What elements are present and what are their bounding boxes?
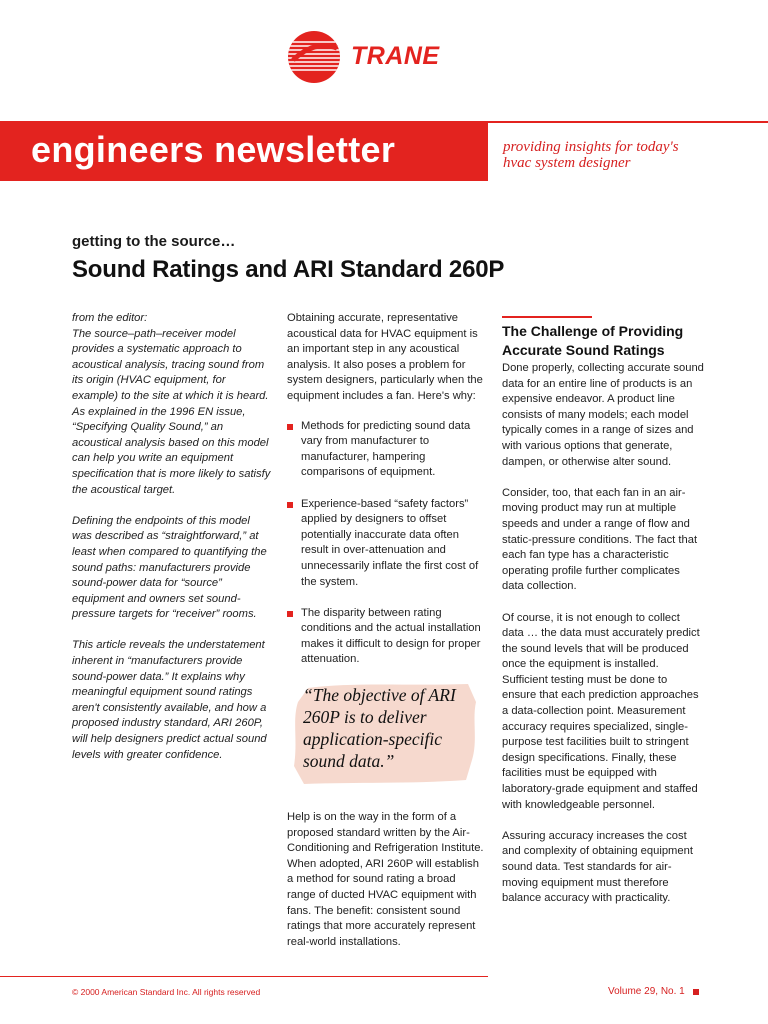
editor-note-text-1: The source–path–receiver model provides a systematic approach to acoustical analysis, tracing sound from its origin (HVAC equipment, for example) to the site at which it is heard. As explained in the 1996 EN issue, “Specifying Quality Sound,” an acoustical analysis based on this model can help you write an equipment specification that is more likely to satisfy the acoustical target. [72, 327, 271, 496]
footer-square-icon [693, 989, 699, 995]
editor-note-paragraph-3: This article reveals the understatement inherent in “manufacturers provide sound-power data.” It explains why meaningful equipment sound ratings aren't consistently available, and how a proposed industry standard, ARI 260P, will help designers predict actual sound levels with greater confidence. [72, 639, 267, 761]
list-item [287, 497, 487, 591]
tagline-line-2: hvac system designer [503, 155, 631, 171]
challenge-paragraph-1: Done properly, collecting accurate sound data for an entire line of products is an expensive endeavor. A product line consists of many models; each model typically comes in a range of sizes and with various options that generate, dampen, or otherwise alter sound. [502, 362, 704, 468]
editor-note-paragraph-1 [72, 311, 272, 498]
intro-column [287, 311, 487, 684]
section-divider [502, 316, 592, 318]
banner-divider [488, 121, 768, 123]
challenge-paragraph-3: Of course, it is not enough to collect data … the data must accurately predict the sound levels that will be produced once the equipment is installed. Sufficient testing must be done to ensure that each prediction approaches a data-collection point. Measurement accuracy requires specialized, single-purpose test facilities built to stringent design specifications. Finally, these facilities must be equipped with laboratory-grade equipment and staffed with knowledgeable personnel. [502, 611, 700, 811]
volume-label: Volume 29, No. 1 [608, 986, 685, 997]
trane-logo [287, 30, 447, 84]
footer-divider [0, 976, 488, 977]
logo-wordmark: TRANE [351, 42, 440, 70]
copyright-notice: © 2000 American Standard Inc. All rights reserved [72, 987, 261, 997]
newsletter-title: engineers newsletter [31, 129, 396, 170]
list-item [287, 606, 487, 668]
closing-paragraph: Help is on the way in the form of a proposed standard written by the Air-Conditioning and Refrigeration Institute. When adopted, ARI 260P will establish a method for sound rating a broad range of ducted HVAC equipment with fans. The benefit: consistent sound ratings that more accurately represent real-world installations. [287, 811, 484, 948]
closing-column-block [287, 810, 487, 950]
list-item-text: Methods for predicting sound data vary from manufacturer to manufacturer, hampering comparisons of equipment. [301, 419, 471, 479]
challenge-paragraph-4: Assuring accuracy increases the cost and complexity of obtaining equipment sound data. Test standards for air-moving equipment must therefore balance accuracy with practicality. [502, 829, 693, 905]
bullet-square-icon [287, 502, 293, 508]
newsletter-banner [0, 121, 488, 181]
editor-note-label: from the editor: [72, 312, 148, 324]
intro-paragraph: Obtaining accurate, representative acoustical data for HVAC equipment is an important step in any acoustical analysis. It also poses a problem for system designers, particularly when the equipment includes a fan. Here's why: [287, 312, 483, 402]
trane-circle-icon [287, 30, 343, 86]
list-item [287, 419, 487, 481]
pull-quote: “The objective of ARI 260P is to deliver application-specific sound data.” [303, 685, 456, 771]
challenge-paragraph-2: Consider, too, that each fan in an air-moving product may run at multiple speeds and under a range of flow and static-pressure conditions. The fact that each fan type has a characteristic operating profile further complicates data collection. [502, 486, 698, 593]
editor-note-column [72, 311, 272, 779]
problem-list [287, 419, 487, 669]
editor-note-paragraph-2: Defining the endpoints of this model was described as “straightforward,” at least when compared to quantifying the sound paths: manufacturers provide sound-power data for “source” equipment and owners set sound-pressure targets for “receiver” rooms. [72, 514, 267, 621]
newsletter-tagline [503, 139, 743, 171]
tagline-line-1: providing insights for today's [503, 139, 679, 155]
article-kicker: getting to the source… [72, 233, 236, 250]
list-item-text: Experience-based “safety factors” applied by designers to offset potentially inaccurate data often result in over-attenuation and unnecessarily inflate the first cost of the system. [301, 497, 479, 588]
bullet-square-icon [287, 611, 293, 617]
challenge-column [502, 361, 704, 922]
bullet-square-icon [287, 424, 293, 430]
article-headline: Sound Ratings and ARI Standard 260P [72, 256, 505, 283]
list-item-text: The disparity between rating conditions and the actual installation makes it difficult to design for proper attenuation. [301, 606, 481, 666]
section-heading: The Challenge of Providing Accurate Sound Ratings [502, 323, 684, 358]
